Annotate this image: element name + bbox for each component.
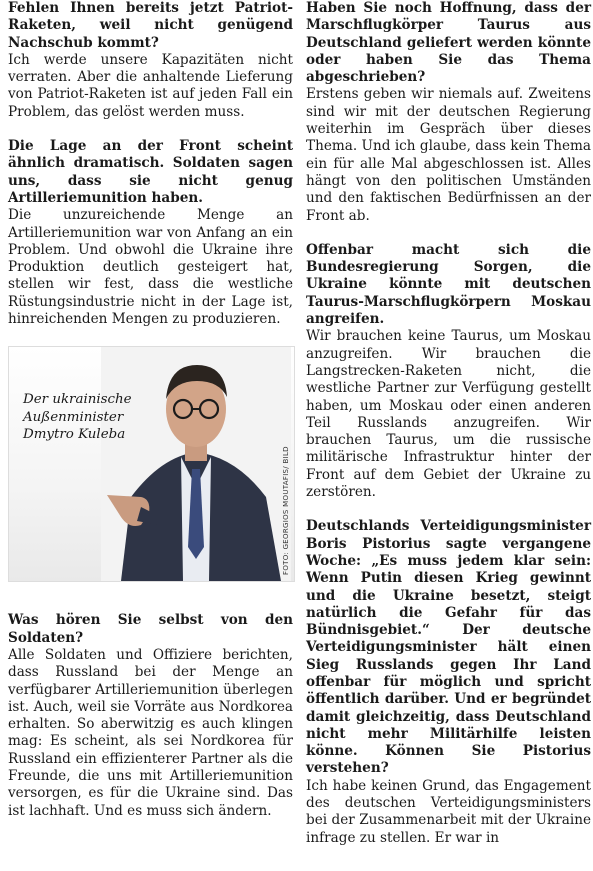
right-column: [306, 0, 591, 847]
answer-pistorius: Ich habe keinen Grund, das Engagement des deutschen Verteidigungsministers bei der Zusammenarbeit mit der Ukraine infrage zu stellen. Er war in: [306, 777, 591, 846]
question-taurus-hope: Haben Sie noch Hoffnung, dass der Marschflugkörper Taurus aus Deutschland geliefert werden könnte oder haben Sie das Thema abgeschrieben?: [306, 0, 591, 86]
answer-taurus-hope: Erstens geben wir niemals auf. Zweitens sind wir mit der deutschen Regierung weiterhin im Gespräch über dieses Thema. Und ich glaube, dass kein Thema ein für alle Mal abgeschlossen ist. Alles hängt von den politischen Umständen und den faktischen Bedürfnissen an der Front ab.: [306, 86, 591, 224]
portrait-illustration: [101, 347, 291, 581]
photo-kuleba: [8, 346, 295, 582]
question-moscow: Offenbar macht sich die Bundesregierung Sorgen, die Ukraine könnte mit deutschen Taurus-Marschflugkörpern Moskau angreifen.: [306, 241, 591, 328]
answer-moscow: Wir brauchen keine Taurus, um Moskau anzugreifen. Wir brauchen die Langstrecken-Raketen nicht, die westliche Partner zur Verfügung gestellt haben, um Moskau oder einen anderen Teil Russlands anzugreifen. Wir brauchen Taurus, um die russische militärische Infrastruktur hinter der Front auf dem Gebiet der Ukraine zu zerstören.: [306, 328, 591, 501]
question-soldiers: Was hören Sie selbst von den Soldaten?: [8, 612, 293, 646]
left-column: [8, 0, 293, 820]
question-pistorius: Deutschlands Verteidigungsminister Boris Pistorius sagte vergangene Woche: „Es muss jedem klar sein: Wenn Putin diesen Krieg gewinnt und die Ukraine besetzt, steigt natürlich die Gefahr für das Bündnisgebiet.“ Der deutsche Verteidigungsminister hält einen Sieg Russlands gegen Ihr Land offenbar für möglich und spricht öffentlich darüber. Und er begründet damit gleichzeitig, dass Deutschland nicht mehr Militärhilfe leisten könne. Können Sie Pistorius verstehen?: [306, 518, 591, 777]
answer-patriot: Ich werde unsere Kapazitäten nicht verraten. Aber die anhaltende Lieferung von Patriot-Raketen ist auf jeden Fall ein Problem, das gelöst werden muss.: [8, 51, 293, 120]
answer-front: Die unzureichende Menge an Artilleriemunition war von Anfang an ein Problem. Und obwohl die Ukraine ihre Produktion deutlich gesteigert hat, stellen wir fest, dass die westliche Rüstungsindustrie nicht in der Lage ist, hinreichenden Mengen zu produzieren.: [8, 207, 293, 328]
question-front: Die Lage an der Front scheint ähnlich dramatisch. Soldaten sagen uns, dass sie nicht genug Artilleriemunition haben.: [8, 138, 293, 206]
question-patriot: Fehlen Ihnen bereits jetzt Patriot-Raketen, weil nicht genügend Nachschub kommt?: [8, 0, 293, 51]
photo-credit: FOTO: GEORGIOS MOUTAFIS/ BILD: [282, 446, 290, 576]
answer-soldiers: Alle Soldaten und Offiziere berichten, dass Russland bei der Menge an verfügbarer Artilleriemunition überlegen ist. Auch, weil sie Vorräte aus Nordkorea erhalten. So aberwitzig es auch klingen mag: Es scheint, als sei Nordkorea für Russland ein effizienterer Partner als die Freunde, die uns mit Artilleriemunition versorgen, es für die Ukraine sind. Das ist lachhaft. Und es muss sich ändern.: [8, 646, 293, 819]
photo-caption: Der ukrainische Außenminister Dmytro Kuleba: [23, 392, 132, 443]
